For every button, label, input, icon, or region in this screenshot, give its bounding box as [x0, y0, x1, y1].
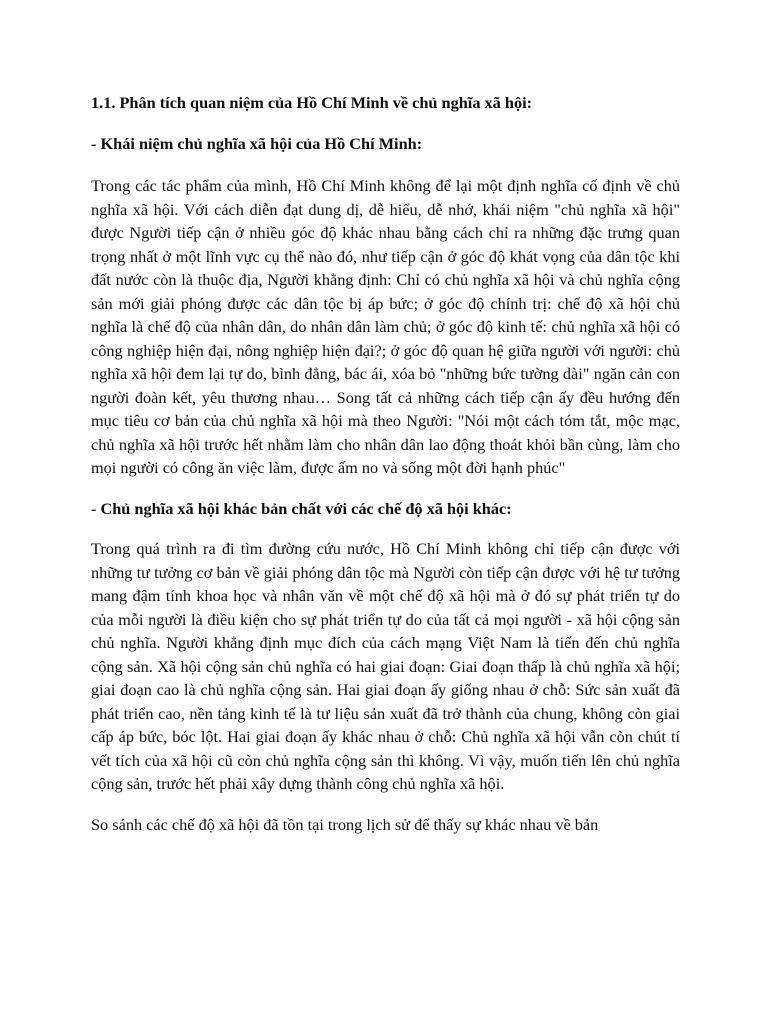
- subsection-heading-concept: - Khái niệm chủ nghĩa xã hội của Hồ Chí Minh:: [91, 133, 423, 153]
- subsection-heading-difference: - Chủ nghĩa xã hội khác bản chất với các chế độ xã hội khác:: [91, 498, 512, 518]
- paragraph-concept: Trong các tác phẩm của mình, Hồ Chí Minh không để lại một định nghĩa cố định về chủ nghĩa xã hội. Với cách diễn đạt dung dị, dễ hiểu, dễ nhớ, khái niệm "chủ nghĩa xã hội" được Người tiếp cận ở nhiều góc độ khác nhau bằng cách chỉ ra những đặc trưng quan trọng nhất ở một lĩnh vực cụ thể nào đó, như tiếp cận ở góc độ khát vọng của dân tộc khi đất nước còn là thuộc địa, Người khẳng định: Chỉ có chủ nghĩa xã hội và chủ nghĩa cộng sản mới giải phóng được các dân tộc bị áp bức; ở góc độ chính trị: chế độ xã hội chủ nghĩa là chế độ của nhân dân, do nhân dân làm chủ; ở góc độ kinh tế: chủ nghĩa xã hội có công nghiệp hiện đại, nông nghiệp hiện đại?; ở góc độ quan hệ giữa người với người: chủ nghĩa xã hội đem lại tự do, bình đẳng, bác ái, xóa bỏ "những bức tường dài" ngăn cản con người đoàn kết, yêu thương nhau… Song tất cả những cách tiếp cận ấy đều hướng đến mục tiêu cơ bản của chủ nghĩa xã hội mà theo Người: "Nói một cách tóm tắt, mộc mạc, chủ nghĩa xã hội trước hết nhằm làm cho nhân dân lao động thoát khỏi bần cùng, làm cho mọi người có công ăn việc làm, được ấm no và sống một đời hạnh phúc": [91, 176, 680, 477]
- paragraph-comparison: So sánh các chế độ xã hội đã tồn tại trong lịch sử để thấy sự khác nhau về bản: [91, 814, 599, 834]
- document-page: [91, 91, 680, 836]
- section-heading: 1.1. Phân tích quan niệm của Hồ Chí Minh về chủ nghĩa xã hội:: [91, 93, 533, 112]
- paragraph-difference: Trong quá trình ra đi tìm đường cứu nước, Hồ Chí Minh không chỉ tiếp cận được với những tư tưởng cơ bản về giải phóng dân tộc mà Người còn tiếp cận được với hệ tư tưởng mang đậm tính khoa học và nhân văn về một chế độ xã hội mà ở đó sự phát triển tự do của mỗi người là điều kiện cho sự phát triển tự do của tất cả mọi người - xã hội cộng sản chủ nghĩa. Người khẳng định mục đích của cách mạng Việt Nam là tiến đến chủ nghĩa cộng sản. Xã hội cộng sản chủ nghĩa có hai giai đoạn: Giai đoạn thấp là chủ nghĩa xã hội; giai đoạn cao là chủ nghĩa cộng sản. Hai giai đoạn ấy giống nhau ở chỗ: Sức sản xuất đã phát triển cao, nền tảng kinh tế là tư liệu sản xuất đã trở thành của chung, không còn giai cấp áp bức, bóc lột. Hai giai đoạn ấy khác nhau ở chỗ: Chủ nghĩa xã hội vẫn còn chút tí vết tích của xã hội cũ còn chủ nghĩa cộng sản thì không. Vì vậy, muốn tiến lên chủ nghĩa cộng sản, trước hết phải xây dựng thành công chủ nghĩa xã hội.: [91, 539, 680, 793]
